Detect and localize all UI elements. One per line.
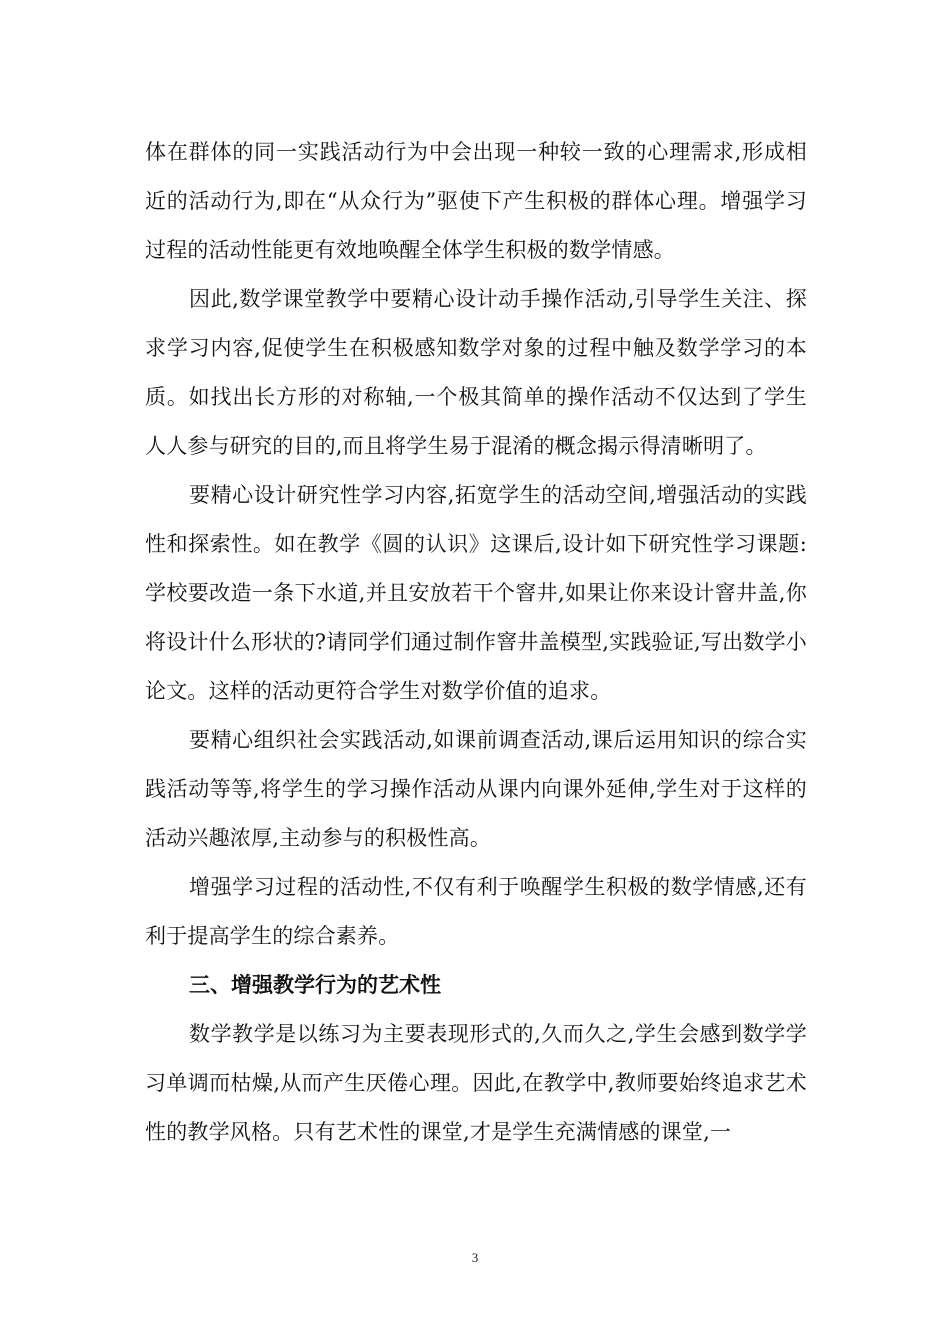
- paragraph-3: 要精心设计研究性学习内容,拓宽学生的活动空间,增强活动的实践性和探索性。如在教学《圆的认识》这课后,设计如下研究性学习课题:学校要改造一条下水道,并且安放若干个窨井,如果让你来设计窨井盖,你将设计什么形状的?请同学们通过制作窨井盖模型,实践验证,写出数学小论文。这样的活动更符合学生对数学价值的追求。: [145, 483, 807, 703]
- section-heading: 三、增强教学行为的艺术性: [189, 973, 441, 997]
- paragraph-6: 数学教学是以练习为主要表现形式的,久而久之,学生会感到数学学习单调而枯燥,从而产生厌倦心理。因此,在教学中,教师要始终追求艺术性的教学风格。只有艺术性的课堂,才是学生充满情感的课堂,一: [145, 1022, 807, 1144]
- paragraph-5: 增强学习过程的活动性,不仅有利于唤醒学生积极的数学情感,还有利于提高学生的综合素养。: [145, 875, 807, 948]
- paragraph-2: 因此,数学课堂教学中要精心设计动手操作活动,引导学生关注、探求学习内容,促使学生在积极感知数学对象的过程中触及数学学习的本质。如找出长方形的对称轴,一个极其简单的操作活动不仅达到了学生人人参与研究的目的,而且将学生易于混淆的概念揭示得清晰明了。: [145, 287, 807, 458]
- paragraph-4: 要精心组织社会实践活动,如课前调查活动,课后运用知识的综合实践活动等等,将学生的学习操作活动从课内向课外延伸,学生对于这样的活动兴趣浓厚,主动参与的积极性高。: [145, 728, 807, 850]
- page-number: 3: [471, 1250, 479, 1265]
- body-text: [145, 128, 807, 1157]
- paragraph-1: 体在群体的同一实践活动行为中会出现一种较一致的心理需求,形成相近的活动行为,即在“从众行为”驱使下产生积极的群体心理。增强学习过程的活动性能更有效地唤醒全体学生积极的数学情感。: [145, 140, 807, 262]
